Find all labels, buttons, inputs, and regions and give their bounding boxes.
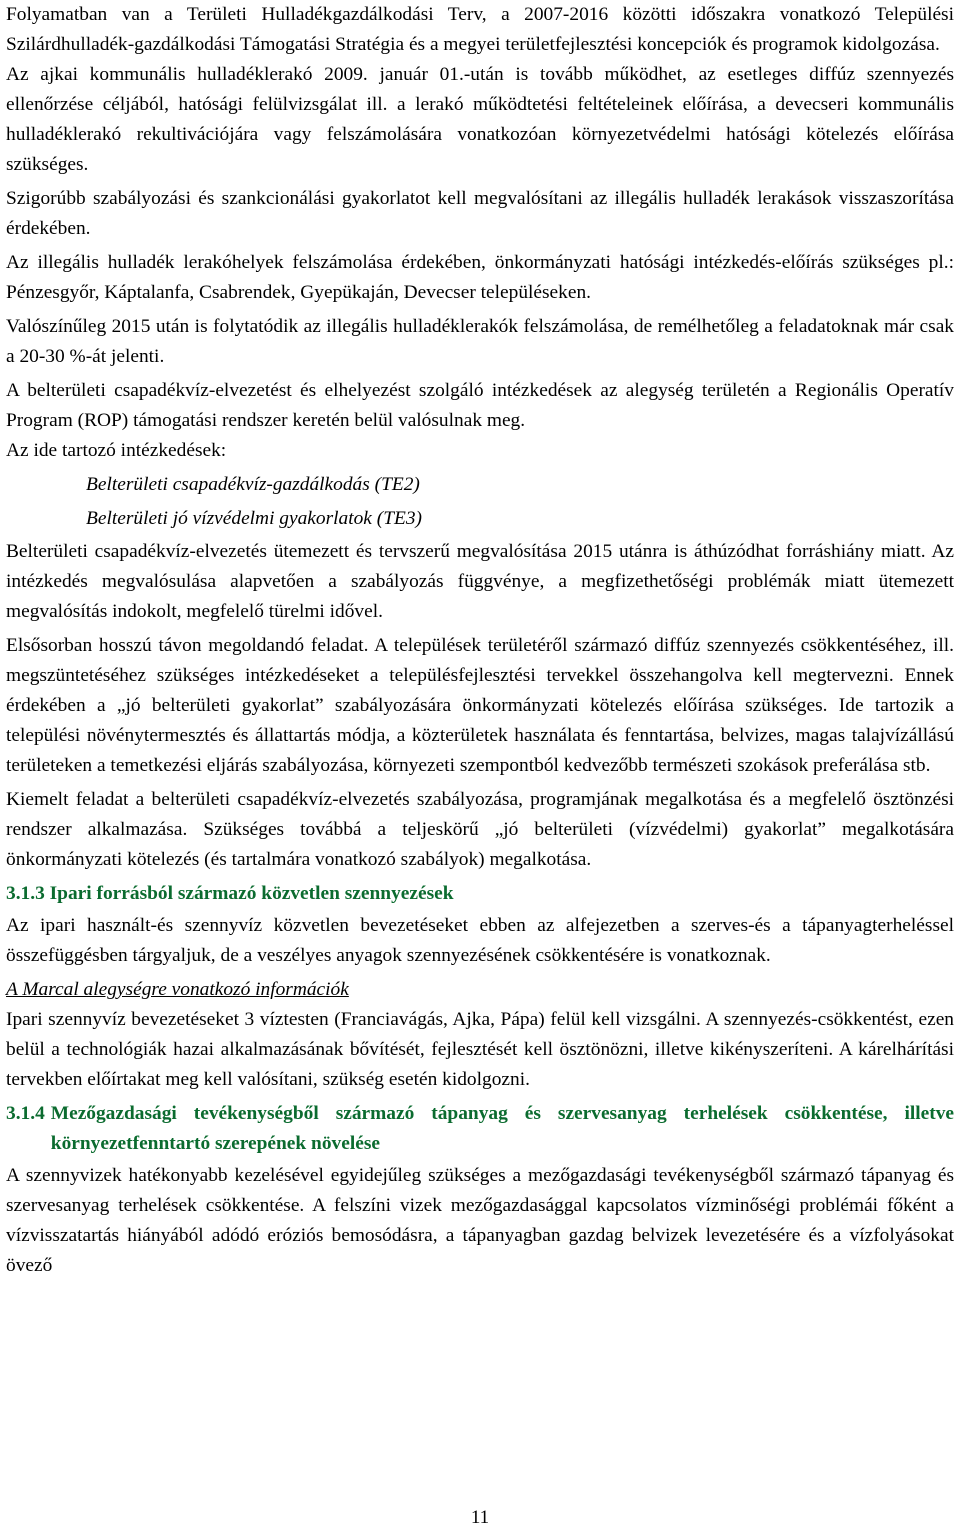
paragraph-agriculture: A szennyvizek hatékonyabb kezelésével egyidejűleg szükséges a mezőgazdasági tevékenységből származó tápanyag és szervesanyag terhelések csökkentése. A felszíni vizek mezőgazdasággal kapcsolatos vízminőségi problémái főként a vízvisszatartás hiányából adódó eróziós bemosódásra, a tápanyagban gazdag belvizek levezetésére és a vízfolyásokat övező <box>6 1165 954 1276</box>
subheading-marcal: A Marcal alegységre vonatkozó információk <box>6 979 349 1000</box>
paragraph-after-2015: Valószínűleg 2015 után is folytatódik az illegális hulladéklerakók felszámolása, de remélhetőleg a feladatoknak már csak a 20-30 %-át jelenti. <box>6 316 954 367</box>
section-number: 3.1.3 <box>6 883 45 904</box>
paragraph-illegal-dumping-regulation: Szigorúbb szabályozási és szankcionálási gyakorlatot kell megvalósítani az illegális hulladék lerakások visszaszorítása érdekében. <box>6 188 954 239</box>
document-page <box>6 0 954 1281</box>
paragraph-rop-measures: A belterületi csapadékvíz-elvezetést és elhelyezést szolgáló intézkedések az alegység területén a Regionális Operatív Program (ROP) támogatási rendszer keretén belül valósulnak meg. <box>6 380 954 431</box>
measure-te2: Belterületi csapadékvíz-gazdálkodás (TE2) <box>86 474 420 495</box>
section-title: Ipari forrásból származó közvetlen szennyezések <box>49 883 454 904</box>
measure-te3: Belterületi jó vízvédelmi gyakorlatok (TE3) <box>86 508 423 529</box>
paragraph-illegal-dumpsite-removal: Az illegális hulladék lerakóhelyek felszámolása érdekében, önkormányzati hatósági intézkedés-előírás szükséges pl.: Pénzesgyőr, Káptalanfa, Csabrendek, Gyepükaján, Devecser településeken. <box>6 252 954 303</box>
page-number: 11 <box>470 1507 490 1528</box>
paragraph-stormwater-schedule: Belterületi csapadékvíz-elvezetés ütemezett és tervszerű megvalósítása 2015 utánra is áthúzódhat forráshiány miatt. Az intézkedés megvalósulása alapvetően a szabályozás függvénye, a megfizethetőségi problémák miatt ütemezett megvalósítás indokolt, megfelelő türelmi idővel. <box>6 541 954 622</box>
paragraph-strategy: Folyamatban van a Területi Hulladékgazdálkodási Terv, a 2007-2016 közötti időszakra vonatkozó Települési Szilárdhulladék-gazdálkodási Támogatási Stratégia és a megyei területfejlesztési koncepciók és programok kidolgozása. <box>6 4 954 55</box>
section-heading-3-1-3 <box>6 879 954 909</box>
paragraph-industrial-intro: Az ipari használt-és szennyvíz közvetlen bevezetéseket ebben az alfejezetben a szerves-és a tápanyagterheléssel összefüggésben tárgyaljuk, de a veszélyes anyagok szennyezésének csökkentésére is vonatkoznak. <box>6 915 954 966</box>
paragraph-measures-intro: Az ide tartozó intézkedések: <box>6 440 227 461</box>
section-title: Mezőgazdasági tevékenységből származó tápanyag és szervesanyag terhelések csökkentése, illetve környezetfenntartó szerepének növelése <box>50 1103 954 1154</box>
section-number: 3.1.4 <box>6 1103 45 1124</box>
section-heading-3-1-4 <box>6 1099 954 1159</box>
paragraph-key-task: Kiemelt feladat a belterületi csapadékvíz-elvezetés szabályozása, programjának megalkotása és a megfelelő ösztönzési rendszer alkalmazása. Szükséges továbbá a teljeskörű „jó belterületi (vízvédelmi) gyakorlat” megalkotására önkormányzati kötelezés (és tartalmára vonatkozó szabályok) megalkotása. <box>6 789 954 870</box>
paragraph-ajka-landfill: Az ajkai kommunális hulladéklerakó 2009. január 01.-után is tovább működhet, az esetleges diffúz szennyezés ellenőrzése céljából, hatósági felülvizsgálat ill. a lerakó működtetési feltételeinek előírása, a devecseri kommunális hulladéklerakó rekultivációjára vagy felszámolására vonatkozóan környezetvédelmi hatósági kötelezés előírása szükséges. <box>6 64 954 175</box>
paragraph-industrial-wastewater: Ipari szennyvíz bevezetéseket 3 víztesten (Franciavágás, Ajka, Pápa) felül kell vizsgálni. A szennyezés-csökkentést, ezen belül a technológiák hazai alkalmazásának bővítését, fejlesztését kell ösztönözni, illetve kikényszeríteni. A kárelhárítási tervekben előírtakat meg kell valósítani, szükség esetén kidolgozni. <box>6 1009 954 1090</box>
paragraph-long-term-task: Elsősorban hosszú távon megoldandó feladat. A települések területéről származó diffúz szennyezés csökkentéséhez, ill. megszüntetéséhez szükséges intézkedéseket a településfejlesztési tervekkel összehangolva kell megtervezni. Ennek érdekében a „jó belterületi gyakorlat” szabályozására önkormányzati kötelezés előírása szükséges. Ide tartozik a települési növénytermesztés és állattartás módja, a közterületek használata és fenntartása, belvizes, magas talajvízállású területeken a temetkezési eljárás szabályozása, környezeti szempontból kedvezőbb természeti szokások preferálása stb. <box>6 635 954 776</box>
